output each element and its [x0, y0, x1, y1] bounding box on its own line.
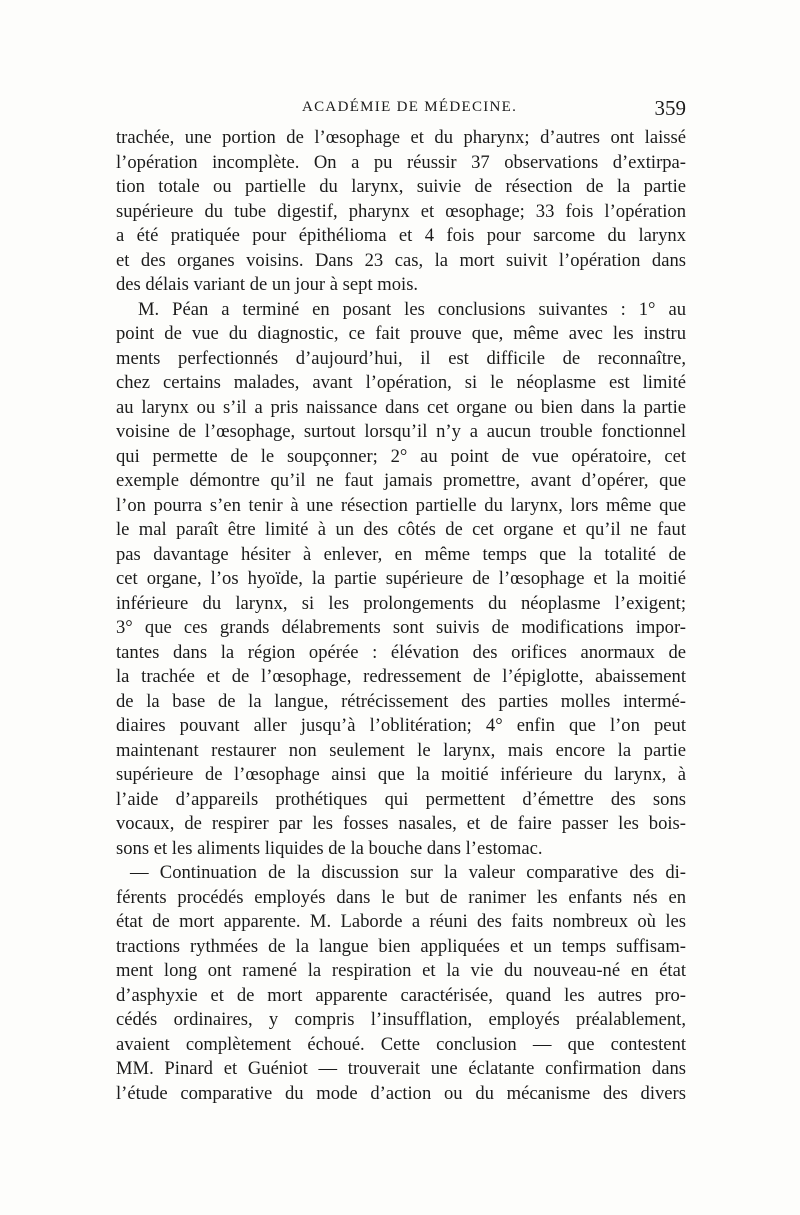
- text-line: ment long ont ramené la respiration et la vie du nouveau-né en état: [116, 960, 686, 981]
- text-line: l’opération incomplète. On a pu réussir 37 observations d’extirpa-: [116, 151, 686, 173]
- body-text: [116, 126, 686, 1106]
- text-line: sons et les aliments liquides de la bouche dans l’estomac.: [116, 837, 543, 859]
- text-line: des délais variant de un jour à sept mois.: [116, 274, 419, 295]
- text-line: d’asphyxie et de mort apparente caractérisée, quand les autres pro-: [116, 984, 686, 1006]
- text-line: MM. Pinard et Guéniot — trouverait une éclatante confirmation dans: [116, 1058, 686, 1079]
- text-line: tantes dans la région opérée : élévation des orifices anormaux de: [116, 641, 686, 663]
- text-line: a été pratiquée pour épithélioma et 4 fois pour sarcome du larynx: [116, 225, 686, 246]
- page-number: 359: [654, 96, 686, 120]
- text-line: chez certains malades, avant l’opération, si le néoplasme est limité: [116, 372, 686, 393]
- text-line: au larynx ou s’il a pris naissance dans cet organe ou bien dans la partie: [116, 396, 686, 418]
- text-line: cet organe, l’os hyoïde, la partie supérieure de l’œsophage et la moitié: [116, 568, 686, 589]
- text-line: inférieure du larynx, si les prolongements du néoplasme l’exigent;: [116, 592, 686, 614]
- text-line: supérieure du tube digestif, pharynx et œsophage; 33 fois l’opération: [116, 200, 686, 222]
- text-line: M. Péan a terminé en posant les conclusions suivantes : 1° au: [138, 298, 686, 320]
- text-line: exemple démontre qu’il ne faut jamais promettre, avant d’opérer, que: [116, 470, 686, 491]
- text-line: l’étude comparative du mode d’action ou du mécanisme des divers: [116, 1082, 686, 1104]
- text-line: tion totale ou partielle du larynx, suivie de résection de la partie: [116, 176, 686, 197]
- text-line: supérieure de l’œsophage ainsi que la moitié inférieure du larynx, à: [116, 764, 686, 785]
- text-line: l’aide d’appareils prothétiques qui permettent d’émettre des sons: [116, 788, 686, 810]
- page-header: [116, 96, 686, 124]
- text-line: qui permette de le soupçonner; 2° au point de vue opératoire, cet: [116, 445, 686, 467]
- text-line: état de mort apparente. M. Laborde a réuni des faits nombreux où les: [116, 911, 686, 932]
- text-line: ments perfectionnés d’aujourd’hui, il est difficile de reconnaître,: [116, 347, 686, 369]
- text-line: de la base de la langue, rétrécissement des parties molles intermé-: [116, 690, 686, 712]
- text-line: pas davantage hésiter à enlever, en même temps que la totalité de: [116, 543, 686, 565]
- text-line: tractions rythmées de la langue bien appliquées et un temps suffisam-: [116, 935, 686, 957]
- text-line: l’on pourra s’en tenir à une résection partielle du larynx, lors même que: [116, 494, 686, 516]
- text-line: vocaux, de respirer par les fosses nasales, et de faire passer les bois-: [116, 813, 686, 834]
- running-head: ACADÉMIE DE MÉDECINE.: [302, 99, 518, 115]
- text-line: diaires pouvant aller jusqu’à l’oblitération; 4° enfin que l’on peut: [116, 715, 686, 736]
- text-line: avaient complètement échoué. Cette conclusion — que contestent: [116, 1033, 686, 1055]
- text-line: voisine de l’œsophage, surtout lorsqu’il n’y a aucun trouble fonctionnel: [116, 421, 686, 442]
- text-line: férents procédés employés dans le but de ranimer les enfants nés en: [116, 886, 686, 908]
- text-line: maintenant restaurer non seulement le larynx, mais encore la partie: [116, 739, 686, 761]
- text-line: 3° que ces grands délabrements sont suivis de modifications impor-: [116, 617, 686, 638]
- text-line: cédés ordinaires, y compris l’insufflation, employés préalablement,: [116, 1009, 686, 1030]
- text-line: point de vue du diagnostic, ce fait prouve que, même avec les instru: [116, 323, 686, 344]
- text-line: et des organes voisins. Dans 23 cas, la mort suivit l’opération dans: [116, 249, 686, 271]
- text-line: trachée, une portion de l’œsophage et du pharynx; d’autres ont laissé: [116, 127, 686, 148]
- text-line: le mal paraît être limité à un des côtés de cet organe et qu’il ne faut: [116, 519, 686, 540]
- text-line: la trachée et de l’œsophage, redressement de l’épiglotte, abaissement: [116, 666, 686, 687]
- text-line: — Continuation de la discussion sur la valeur comparative des di-: [130, 862, 686, 883]
